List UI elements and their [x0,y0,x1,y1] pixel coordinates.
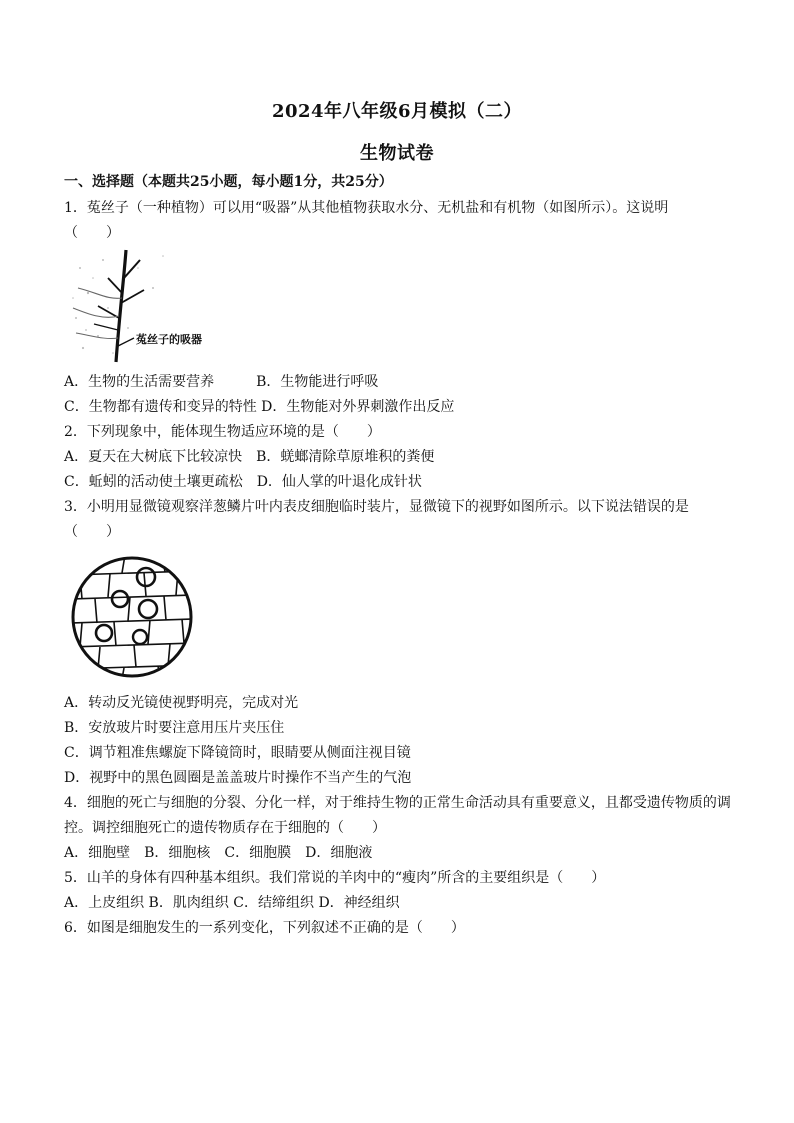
exam-title: 2024年八年级6月模拟（二） [271,101,523,122]
q1-stem-line1: 1．菟丝子（一种植物）可以用“吸器”从其他植物获取水分、无机盐和有机物（如图所示）。这说明 [64,200,669,216]
q3-option-d: D．视野中的黑色圆圈是盖盖玻片时操作不当产生的气泡 [64,770,412,786]
q1-options-ab: A．生物的生活需要营养 B．生物能进行呼吸 [64,374,379,390]
q2-stem: 2．下列现象中，能体现生物适应环境的是（ ） [64,424,381,440]
q4-options: A．细胞壁 B．细胞核 C．细胞膜 D．细胞液 [64,845,373,861]
onion-cells-image [70,555,194,679]
dodder-figure-label: 菟丝子的吸器 [136,333,202,346]
dodder-sketch-image [68,248,238,366]
q2-options-cd: C．蚯蚓的活动使土壤更疏松 D．仙人掌的叶退化成针状 [64,474,422,490]
exam-subtitle: 生物试卷 [360,143,434,164]
q1-options-cd: C．生物都有遗传和变异的特性 D．生物能对外界刺激作出反应 [64,399,455,415]
q3-stem-line2: （ ） [64,524,120,540]
q6-stem: 6．如图是细胞发生的一系列变化，下列叙述不正确的是（ ） [64,920,465,936]
q4-stem-line2: 控。调控细胞死亡的遗传物质存在于细胞的（ ） [64,820,386,836]
q3-option-b: B．安放玻片时要注意用压片夹压住 [64,720,285,736]
q3-option-a: A．转动反光镜使视野明亮，完成对光 [64,695,299,711]
q2-options-ab: A．夏天在大树底下比较凉快 B．蜣螂清除草原堆积的粪便 [64,449,435,465]
q3-stem-line1: 3．小明用显微镜观察洋葱鳞片叶内表皮细胞临时装片，显微镜下的视野如图所示。以下说法错误的是 [64,499,689,515]
section-heading: 一、选择题（本题共25小题，每小题1分，共25分） [64,174,393,190]
q5-stem: 5．山羊的身体有四种基本组织。我们常说的羊肉中的“瘦肉”所含的主要组织是（ ） [64,870,606,886]
q5-options: A．上皮组织 B．肌肉组织 C．结缔组织 D．神经组织 [64,895,400,911]
q4-stem-line1: 4．细胞的死亡与细胞的分裂、分化一样，对于维持生物的正常生命活动具有重要意义，且都受遗传物质的调 [64,795,731,811]
q3-option-c: C．调节粗准焦螺旋下降镜筒时，眼睛要从侧面注视目镜 [64,745,411,761]
dodder-haustorium-figure [68,248,238,366]
microscope-field-figure [70,555,194,679]
q1-stem-line2: （ ） [64,225,120,241]
